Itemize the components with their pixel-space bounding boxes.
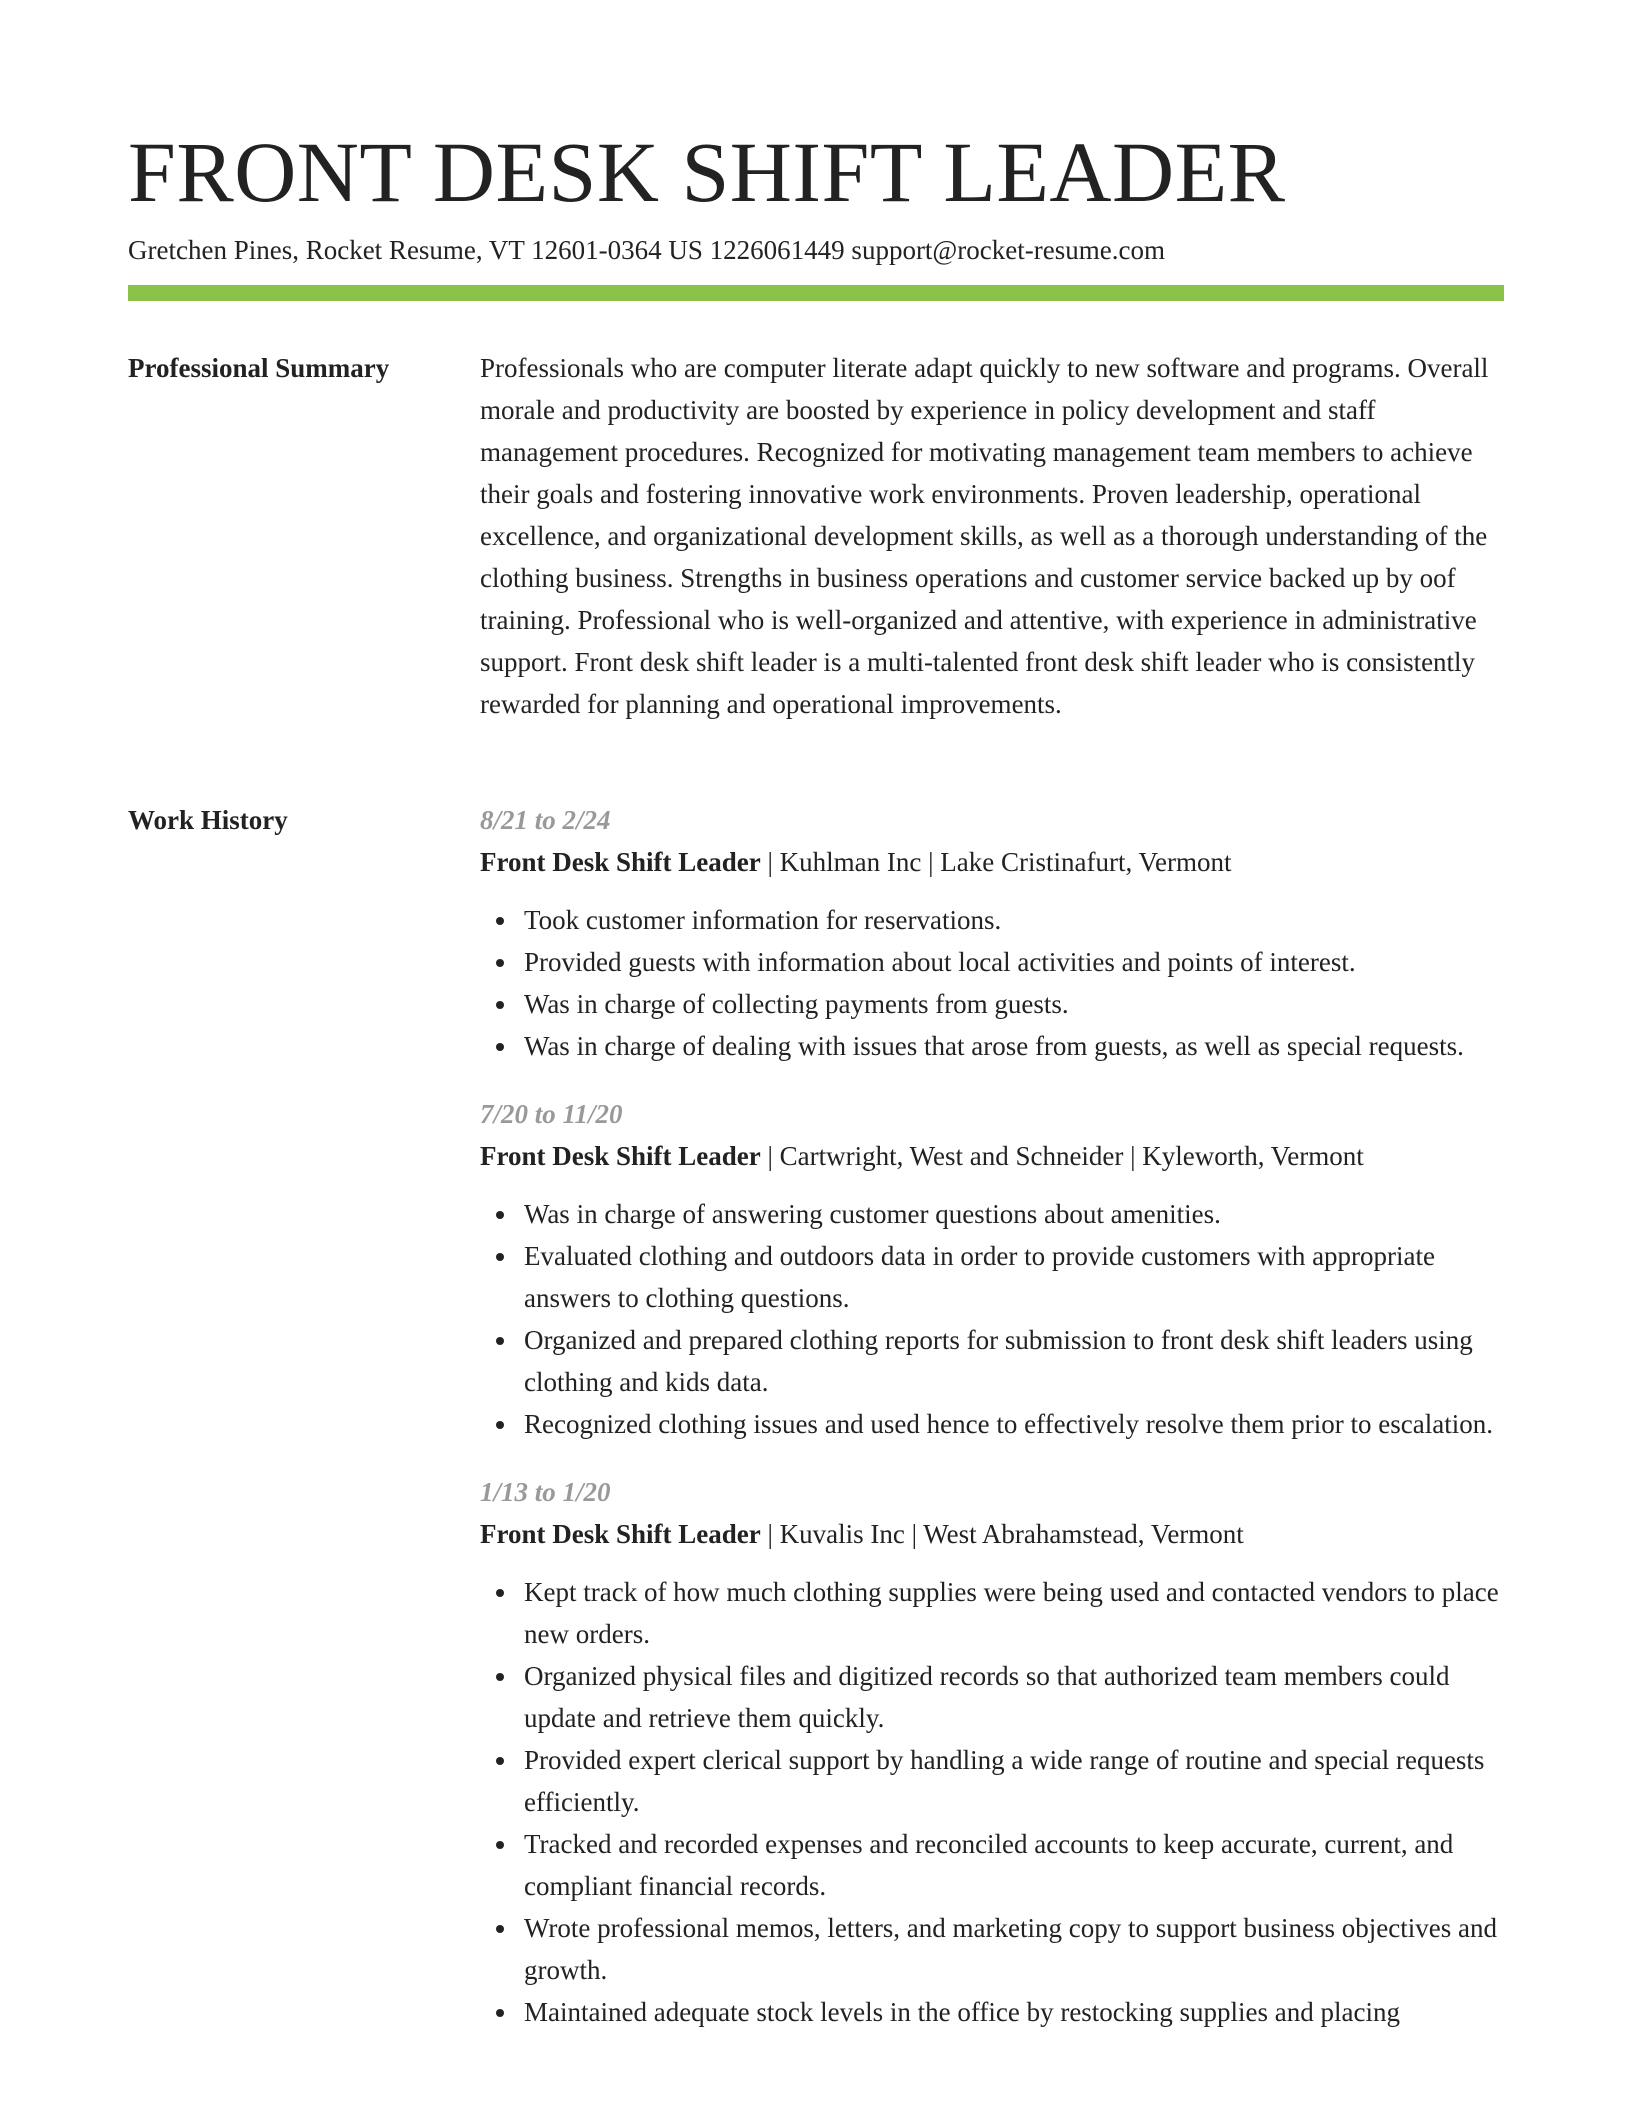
job-bullet: Wrote professional memos, letters, and marketing copy to support business objectives and growth. <box>524 1907 1506 1991</box>
job-dates: 8/21 to 2/24 <box>480 805 611 835</box>
job-bullet: Took customer information for reservations. <box>524 899 1506 941</box>
job-title-line <box>480 1513 1506 1555</box>
job-bullet: Organized and prepared clothing reports for submission to front desk shift leaders using clothing and kids data. <box>524 1319 1506 1403</box>
job-entry <box>480 799 1506 1067</box>
job-bullet: Evaluated clothing and outdoors data in order to provide customers with appropriate answers to clothing questions. <box>524 1235 1506 1319</box>
section-heading-summary: Professional Summary <box>128 353 390 383</box>
contact-line: Gretchen Pines, Rocket Resume, VT 12601-0364 US 1226061449 support@rocket-resume.com <box>128 235 1165 265</box>
job-entry <box>480 1093 1506 1445</box>
job-bullet: Kept track of how much clothing supplies were being used and contacted vendors to place new orders. <box>524 1571 1506 1655</box>
job-bullet: Recognized clothing issues and used hence to effectively resolve them prior to escalation. <box>524 1403 1506 1445</box>
job-title-line <box>480 841 1506 883</box>
job-employer-location: | Kuvalis Inc | West Abrahamstead, Vermont <box>760 1519 1244 1549</box>
job-bullet-list <box>480 1571 1506 2033</box>
job-bullet: Was in charge of dealing with issues that arose from guests, as well as special requests. <box>524 1025 1506 1067</box>
job-dates: 7/20 to 11/20 <box>480 1099 623 1129</box>
job-employer-location: | Kuhlman Inc | Lake Cristinafurt, Vermont <box>760 847 1232 877</box>
job-bullet: Was in charge of answering customer questions about amenities. <box>524 1193 1506 1235</box>
work-history-body <box>480 799 1506 2059</box>
job-title: Front Desk Shift Leader <box>480 847 761 877</box>
summary-text: Professionals who are computer literate adapt quickly to new software and programs. Overall morale and productivity are boosted by experience in policy development and staff management procedures. Recognized for motivating management team members to achieve their goals and fostering innovative work environments. Proven leadership, operational excellence, and organizational development skills, as well as a thorough understanding of the clothing business. Strengths in business operations and customer service backed up by oof training. Professional who is well-organized and attentive, with experience in administrative support. Front desk shift leader is a multi-talented front desk shift leader who is consistently rewarded for planning and operational improvements. <box>480 353 1489 719</box>
job-title: Front Desk Shift Leader <box>480 1141 761 1171</box>
section-heading-work-history: Work History <box>128 805 288 835</box>
job-bullet: Organized physical files and digitized records so that authorized team members could update and retrieve them quickly. <box>524 1655 1506 1739</box>
job-employer-location: | Cartwright, West and Schneider | Kyleworth, Vermont <box>760 1141 1364 1171</box>
job-entry <box>480 1471 1506 2033</box>
job-bullet-list <box>480 1193 1506 1445</box>
job-title-line <box>480 1135 1506 1177</box>
job-bullet: Provided expert clerical support by handling a wide range of routine and special requests efficiently. <box>524 1739 1506 1823</box>
job-bullet: Tracked and recorded expenses and reconciled accounts to keep accurate, current, and compliant financial records. <box>524 1823 1506 1907</box>
header-divider <box>128 285 1504 301</box>
job-dates: 1/13 to 1/20 <box>480 1477 611 1507</box>
job-bullet: Was in charge of collecting payments from guests. <box>524 983 1506 1025</box>
job-title: Front Desk Shift Leader <box>480 1519 761 1549</box>
job-bullet: Maintained adequate stock levels in the office by restocking supplies and placing <box>524 1991 1506 2033</box>
resume-title: FRONT DESK SHIFT LEADER <box>128 124 1286 220</box>
job-bullet-list <box>480 899 1506 1067</box>
summary-body <box>480 347 1506 725</box>
job-bullet: Provided guests with information about local activities and points of interest. <box>524 941 1506 983</box>
